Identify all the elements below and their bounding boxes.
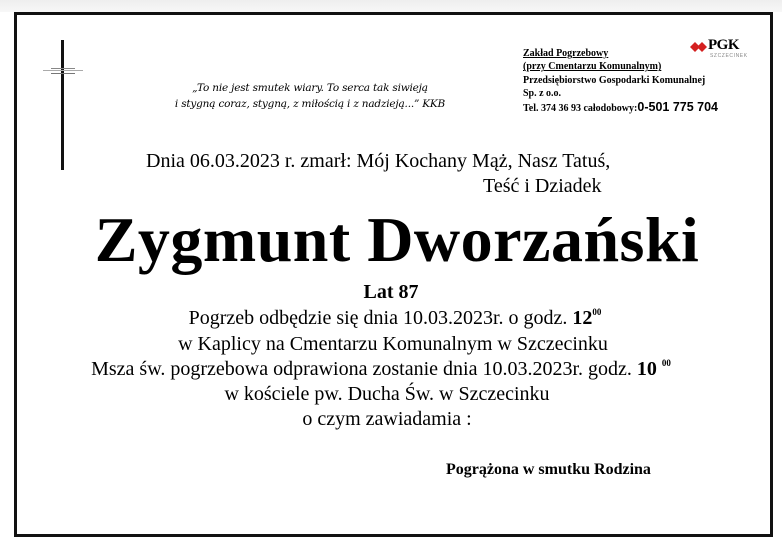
company-phone [523,101,763,115]
death-announcement-line-2: Teść i Dziadek [483,175,602,197]
mass-hour: 10 [636,358,657,380]
death-announcement-line-1: Dnia 06.03.2023 r. zmarł: Mój Kochany Mąż, Nasz Tatuś, [146,150,611,172]
company-line-3: Przedsiębiorstwo Gospodarki Komunalnej [523,74,706,86]
mass-place: w kościele pw. Ducha Św. w Szczecinku [224,383,550,405]
mass-minutes: 00 [661,358,671,368]
company-line-1: Zakład Pogrzebowy [523,48,609,59]
quote-line-2: i stygną coraz, stygną, z miłością i z nadzieją...” KKB [174,98,446,110]
deceased-name: Zygmunt Dworzański [94,204,700,275]
family-signature: Pogrążona w smutku Rodzina [446,461,651,478]
quote [150,80,470,112]
logo-name: PGK [708,37,739,53]
top-band [0,0,782,12]
cross-bar [43,70,83,71]
phone-label: Tel. 374 36 93 całodobowy: [523,102,638,114]
funeral-text: Pogrzeb odbędzie się dnia 10.03.2023r. o godz. [188,307,573,329]
funeral-date [4,307,782,330]
company-line-2: (przy Cmentarzu Komunalnym) [523,61,662,73]
funeral-hour: 12 [572,307,593,329]
funeral-place: w Kaplicy na Cmentarzu Komunalnym w Szczecinku [178,333,608,355]
funeral-home-info [523,47,763,115]
inform-line: o czym zawiadamia : [302,408,472,430]
logo-city: SZCZECINEK [710,53,748,59]
phone-24h: 0-501 775 704 [637,99,719,114]
company-line-4: Sp. z o.o. [523,88,562,100]
mass-date [0,358,772,381]
cross-bar-upper [51,68,75,69]
funeral-minutes: 00 [592,307,602,317]
mass-text: Msza św. pogrzebowa odprawiona zostanie dnia 10.03.2023r. godz. [91,358,637,380]
deceased-age: Lat 87 [363,281,419,303]
cross-bar-lower [51,73,75,74]
quote-line-1: „To nie jest smutek wiary. To serca tak siwieją [192,82,428,94]
cross-vertical [61,40,64,170]
